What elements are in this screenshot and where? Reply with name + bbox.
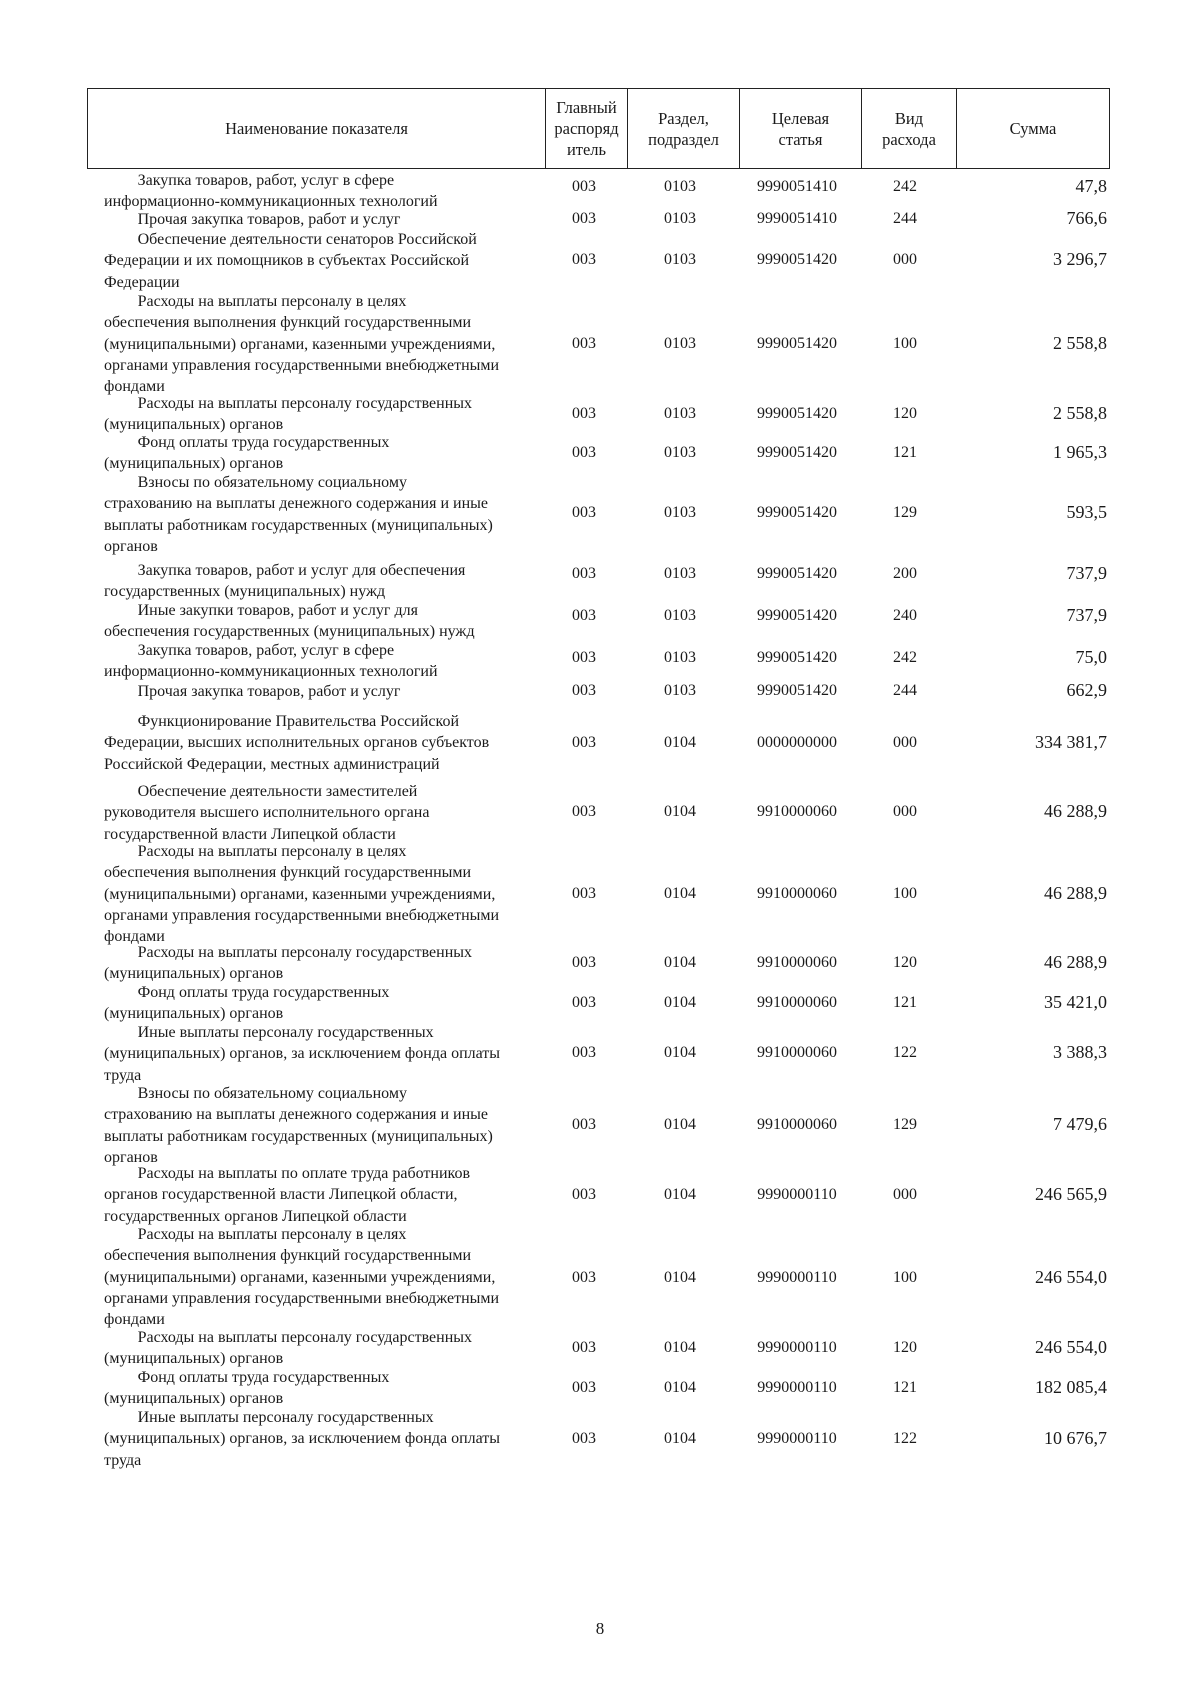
row-name-cell: Иные выплаты персоналу государственных (муниципальных) органов, за исключением фонда оплаты труда	[104, 1024, 501, 1084]
header-sum: Сумма	[956, 89, 1109, 168]
row-chief-cell: 003	[572, 210, 596, 227]
row-kind-cell: 100	[893, 885, 917, 902]
row-section-cell: 0103	[664, 607, 696, 624]
row-section-cell: 0103	[664, 504, 696, 521]
row-kind-cell: 100	[893, 1269, 917, 1286]
row-target-cell: 9990051420	[757, 607, 837, 624]
row-section-cell: 0103	[664, 210, 696, 227]
table-row	[0, 1367, 1200, 1410]
row-kind-cell: 121	[893, 444, 917, 461]
row-section-cell: 0103	[664, 335, 696, 352]
row-sum-cell: 766,6	[1066, 208, 1107, 228]
row-kind-cell: 000	[893, 803, 917, 820]
row-kind-cell: 120	[893, 405, 917, 422]
header-chief-administrator: Главный распоряд итель	[545, 89, 627, 168]
row-name-cell: Иные выплаты персоналу государственных (муниципальных) органов, за исключением фонда оплаты труда	[104, 1409, 501, 1469]
table-row	[0, 393, 1200, 436]
row-section-cell: 0104	[664, 954, 696, 971]
table-row	[0, 640, 1200, 683]
table-row	[0, 229, 1200, 293]
header-expense-kind: Вид расхода	[861, 89, 956, 168]
table-row	[0, 982, 1200, 1025]
row-target-cell: 9990000110	[757, 1339, 837, 1356]
row-sum-cell: 2 558,8	[1053, 333, 1107, 353]
row-target-cell: 9990051420	[757, 504, 837, 521]
row-section-cell: 0104	[664, 1044, 696, 1061]
page-number: 8	[595, 1619, 605, 1638]
table-row	[0, 942, 1200, 985]
row-kind-cell: 000	[893, 1186, 917, 1203]
table-row	[0, 711, 1200, 775]
table-row	[0, 472, 1200, 557]
row-sum-cell: 10 676,7	[1044, 1428, 1107, 1448]
row-target-cell: 9990051420	[757, 565, 837, 582]
row-name-cell: Фонд оплаты труда государственных (муниципальных) органов	[104, 1369, 390, 1408]
row-section-cell: 0104	[664, 734, 696, 751]
row-target-cell: 9910000060	[757, 803, 837, 820]
row-chief-cell: 003	[572, 803, 596, 820]
row-chief-cell: 003	[572, 954, 596, 971]
row-chief-cell: 003	[572, 682, 596, 699]
table-row	[0, 600, 1200, 643]
row-chief-cell: 003	[572, 885, 596, 902]
row-name-cell: Фонд оплаты труда государственных (муниципальных) органов	[104, 984, 390, 1023]
row-sum-cell: 35 421,0	[1044, 992, 1107, 1012]
table-row	[0, 681, 1200, 702]
row-target-cell: 9990051420	[757, 405, 837, 422]
row-sum-cell: 47,8	[1075, 176, 1107, 196]
table-row	[0, 170, 1200, 213]
row-sum-cell: 1 965,3	[1053, 442, 1107, 462]
row-kind-cell: 244	[893, 682, 917, 699]
table-row	[0, 1022, 1200, 1086]
header-name: Наименование показателя	[225, 119, 408, 138]
row-section-cell: 0104	[664, 1430, 696, 1447]
row-name-cell: Взносы по обязательному социальному страхованию на выплаты денежного содержания и иные выплаты работникам государственных (муниципальных) органов	[104, 1085, 493, 1166]
row-kind-cell: 121	[893, 1379, 917, 1396]
row-section-cell: 0103	[664, 178, 696, 195]
table-row	[0, 781, 1200, 845]
row-sum-cell: 593,5	[1066, 502, 1107, 522]
table-row	[0, 432, 1200, 475]
row-chief-cell: 003	[572, 1430, 596, 1447]
row-chief-cell: 003	[572, 1269, 596, 1286]
row-sum-cell: 2 558,8	[1053, 403, 1107, 423]
row-target-cell: 9990051420	[757, 682, 837, 699]
row-kind-cell: 122	[893, 1044, 917, 1061]
row-target-cell: 9910000060	[757, 1116, 837, 1133]
row-section-cell: 0104	[664, 803, 696, 820]
row-name-cell: Расходы на выплаты персоналу государственных (муниципальных) органов	[104, 1329, 473, 1368]
row-name-cell: Иные закупки товаров, работ и услуг для обеспечения государственных (муниципальных) нужд	[104, 602, 475, 641]
row-name-cell: Фонд оплаты труда государственных (муниципальных) органов	[104, 434, 390, 473]
row-kind-cell: 242	[893, 178, 917, 195]
row-chief-cell: 003	[572, 504, 596, 521]
row-section-cell: 0103	[664, 565, 696, 582]
table-row	[0, 1327, 1200, 1370]
table-row	[0, 1407, 1200, 1471]
row-section-cell: 0103	[664, 444, 696, 461]
row-sum-cell: 246 565,9	[1035, 1184, 1107, 1204]
row-kind-cell: 240	[893, 607, 917, 624]
row-kind-cell: 122	[893, 1430, 917, 1447]
row-target-cell: 9990000110	[757, 1269, 837, 1286]
row-kind-cell: 000	[893, 734, 917, 751]
row-chief-cell: 003	[572, 734, 596, 751]
row-name-cell: Обеспечение деятельности сенаторов Российской Федерации и их помощников в субъектах Российской Федерации	[104, 231, 477, 291]
row-section-cell: 0103	[664, 682, 696, 699]
table-row	[0, 1224, 1200, 1331]
row-target-cell: 0000000000	[757, 734, 837, 751]
row-kind-cell: 000	[893, 251, 917, 268]
row-target-cell: 9990051410	[757, 210, 837, 227]
row-target-cell: 9990051420	[757, 649, 837, 666]
row-chief-cell: 003	[572, 1116, 596, 1133]
row-section-cell: 0103	[664, 649, 696, 666]
table-row	[0, 1163, 1200, 1227]
table-header	[87, 88, 1110, 169]
row-kind-cell: 100	[893, 335, 917, 352]
row-section-cell: 0104	[664, 994, 696, 1011]
row-name-cell: Расходы на выплаты персоналу в целях обеспечения выполнения функций государственными (муниципальными) органами, казенными учреждениями, органами управления государственными внебюджетными фондами	[104, 1226, 500, 1329]
row-name-cell: Расходы на выплаты персоналу государственных (муниципальных) органов	[104, 395, 473, 434]
row-sum-cell: 7 479,6	[1053, 1114, 1107, 1134]
row-chief-cell: 003	[572, 178, 596, 195]
row-chief-cell: 003	[572, 335, 596, 352]
row-sum-cell: 246 554,0	[1035, 1267, 1107, 1287]
row-target-cell: 9990000110	[757, 1430, 837, 1447]
row-sum-cell: 737,9	[1066, 563, 1107, 583]
row-chief-cell: 003	[572, 994, 596, 1011]
row-section-cell: 0103	[664, 405, 696, 422]
row-section-cell: 0104	[664, 1339, 696, 1356]
row-sum-cell: 182 085,4	[1035, 1377, 1107, 1397]
row-section-cell: 0103	[664, 251, 696, 268]
row-kind-cell: 121	[893, 994, 917, 1011]
row-target-cell: 9990051420	[757, 444, 837, 461]
table-row	[0, 560, 1200, 603]
row-name-cell: Расходы на выплаты по оплате труда работников органов государственной власти Липецкой области, государственных органов Липецкой области	[104, 1165, 471, 1225]
row-target-cell: 9990051420	[757, 251, 837, 268]
row-sum-cell: 46 288,9	[1044, 883, 1107, 903]
row-name-cell: Закупка товаров, работ, услуг в сфере информационно-коммуникационных технологий	[104, 642, 438, 681]
row-sum-cell: 737,9	[1066, 605, 1107, 625]
row-target-cell: 9910000060	[757, 954, 837, 971]
table-row	[0, 1083, 1200, 1168]
row-name-cell: Расходы на выплаты персоналу в целях обеспечения выполнения функций государственными (муниципальными) органами, казенными учреждениями, органами управления государственными внебюджетными фондами	[104, 293, 500, 396]
row-kind-cell: 129	[893, 504, 917, 521]
row-kind-cell: 120	[893, 954, 917, 971]
row-target-cell: 9910000060	[757, 885, 837, 902]
row-chief-cell: 003	[572, 1339, 596, 1356]
row-section-cell: 0104	[664, 1269, 696, 1286]
header-target-article: Целевая статья	[739, 89, 861, 168]
row-target-cell: 9990051420	[757, 335, 837, 352]
row-sum-cell: 246 554,0	[1035, 1337, 1107, 1357]
table-row	[0, 209, 1200, 230]
header-section: Раздел, подраздел	[627, 89, 739, 168]
row-sum-cell: 334 381,7	[1035, 732, 1107, 752]
row-chief-cell: 003	[572, 565, 596, 582]
row-chief-cell: 003	[572, 251, 596, 268]
row-chief-cell: 003	[572, 444, 596, 461]
row-sum-cell: 3 296,7	[1053, 249, 1107, 269]
row-kind-cell: 244	[893, 210, 917, 227]
row-sum-cell: 662,9	[1066, 680, 1107, 700]
row-sum-cell: 46 288,9	[1044, 952, 1107, 972]
table-row	[0, 841, 1200, 948]
row-sum-cell: 46 288,9	[1044, 801, 1107, 821]
row-name-cell: Взносы по обязательному социальному страхованию на выплаты денежного содержания и иные выплаты работникам государственных (муниципальных) органов	[104, 474, 493, 555]
row-target-cell: 9990000110	[757, 1379, 837, 1396]
row-name-cell: Прочая закупка товаров, работ и услуг	[137, 211, 401, 228]
row-chief-cell: 003	[572, 1186, 596, 1203]
row-section-cell: 0104	[664, 1116, 696, 1133]
row-name-cell: Закупка товаров, работ, услуг в сфере информационно-коммуникационных технологий	[104, 172, 438, 211]
row-sum-cell: 3 388,3	[1053, 1042, 1107, 1062]
row-chief-cell: 003	[572, 649, 596, 666]
row-sum-cell: 75,0	[1075, 647, 1107, 667]
row-kind-cell: 120	[893, 1339, 917, 1356]
row-chief-cell: 003	[572, 405, 596, 422]
row-name-cell: Расходы на выплаты персоналу в целях обеспечения выполнения функций государственными (муниципальными) органами, казенными учреждениями, органами управления государственными внебюджетными фондами	[104, 843, 500, 946]
row-name-cell: Прочая закупка товаров, работ и услуг	[137, 683, 401, 700]
row-name-cell: Расходы на выплаты персоналу государственных (муниципальных) органов	[104, 944, 473, 983]
row-target-cell: 9990051410	[757, 178, 837, 195]
row-chief-cell: 003	[572, 1379, 596, 1396]
row-kind-cell: 129	[893, 1116, 917, 1133]
row-target-cell: 9990000110	[757, 1186, 837, 1203]
row-kind-cell: 200	[893, 565, 917, 582]
row-section-cell: 0104	[664, 1379, 696, 1396]
row-target-cell: 9910000060	[757, 994, 837, 1011]
row-target-cell: 9910000060	[757, 1044, 837, 1061]
row-name-cell: Закупка товаров, работ и услуг для обеспечения государственных (муниципальных) нужд	[104, 562, 466, 601]
row-section-cell: 0104	[664, 885, 696, 902]
row-chief-cell: 003	[572, 607, 596, 624]
row-name-cell: Функционирование Правительства Российской Федерации, высших исполнительных органов субъектов Российской Федерации, местных администраций	[104, 713, 490, 773]
table-row	[0, 291, 1200, 398]
row-kind-cell: 242	[893, 649, 917, 666]
row-section-cell: 0104	[664, 1186, 696, 1203]
row-chief-cell: 003	[572, 1044, 596, 1061]
row-name-cell: Обеспечение деятельности заместителей руководителя высшего исполнительного органа государственной власти Липецкой области	[104, 783, 430, 843]
